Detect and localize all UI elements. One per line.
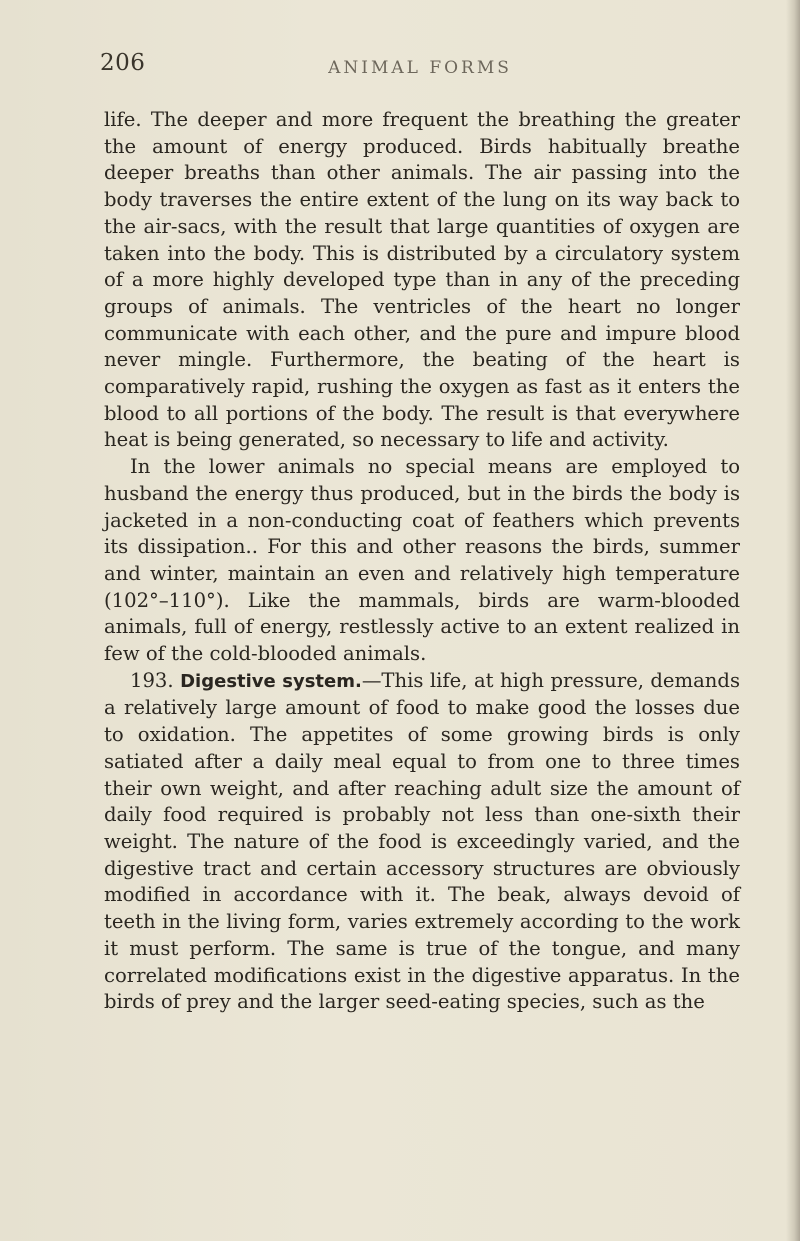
paragraph-2: In the lower animals no special means are employed to husband the energy thus produced, but in the birds the body is jacketed in a non-conducting coat of feathers which prevents its dissipation.. For this and other reasons the birds, summer and winter, maintain an even and relatively high temperature (102°–110°). Like the mammals, birds are warm-blooded animals, full of energy, restlessly active to an extent realized in few of the cold-blooded animals. <box>104 455 740 666</box>
section-number: 193. <box>130 668 174 692</box>
body-text <box>104 107 740 1016</box>
paragraph-3 <box>104 668 740 1016</box>
running-head: ANIMAL FORMS <box>328 58 512 78</box>
page-header <box>100 50 740 90</box>
page-number: 206 <box>100 50 146 76</box>
page-edge-shadow <box>786 0 800 1241</box>
section-text: —This life, at high pressure, demands a relatively large amount of food to make good the losses due to oxidation. The appetites of some growing birds is only satiated after a daily meal equal to from one to three times their own weight, and after reaching adult size the amount of daily food required is probably not less than one-sixth their weight. The nature of the food is exceedingly varied, and the digestive tract and certain accessory structures are obviously modified in accordance with it. The beak, always devoid of teeth in the living form, varies extremely according to the work it must perform. The same is true of the tongue, and many correlated modifications exist in the digestive apparatus. In the birds of prey and the larger seed-eating species, such as the <box>104 668 741 1014</box>
section-title: Digestive system. <box>180 670 362 692</box>
paragraph-1: life. The deeper and more frequent the breathing the greater the amount of energy produced. Birds habitually breathe deeper breaths than other animals. The air passing into the body traverses the entire extent of the lung on its way back to the air-sacs, with the result that large quantities of oxygen are taken into the body. This is distributed by a circulatory system of a more highly developed type than in any of the preceding groups of animals. The ventricles of the heart no longer communicate with each other, and the pure and impure blood never mingle. Furthermore, the beating of the heart is comparatively rapid, rushing the oxygen as fast as it enters the blood to all portions of the body. The result is that everywhere heat is being generated, so necessary to life and activity. <box>104 108 740 452</box>
